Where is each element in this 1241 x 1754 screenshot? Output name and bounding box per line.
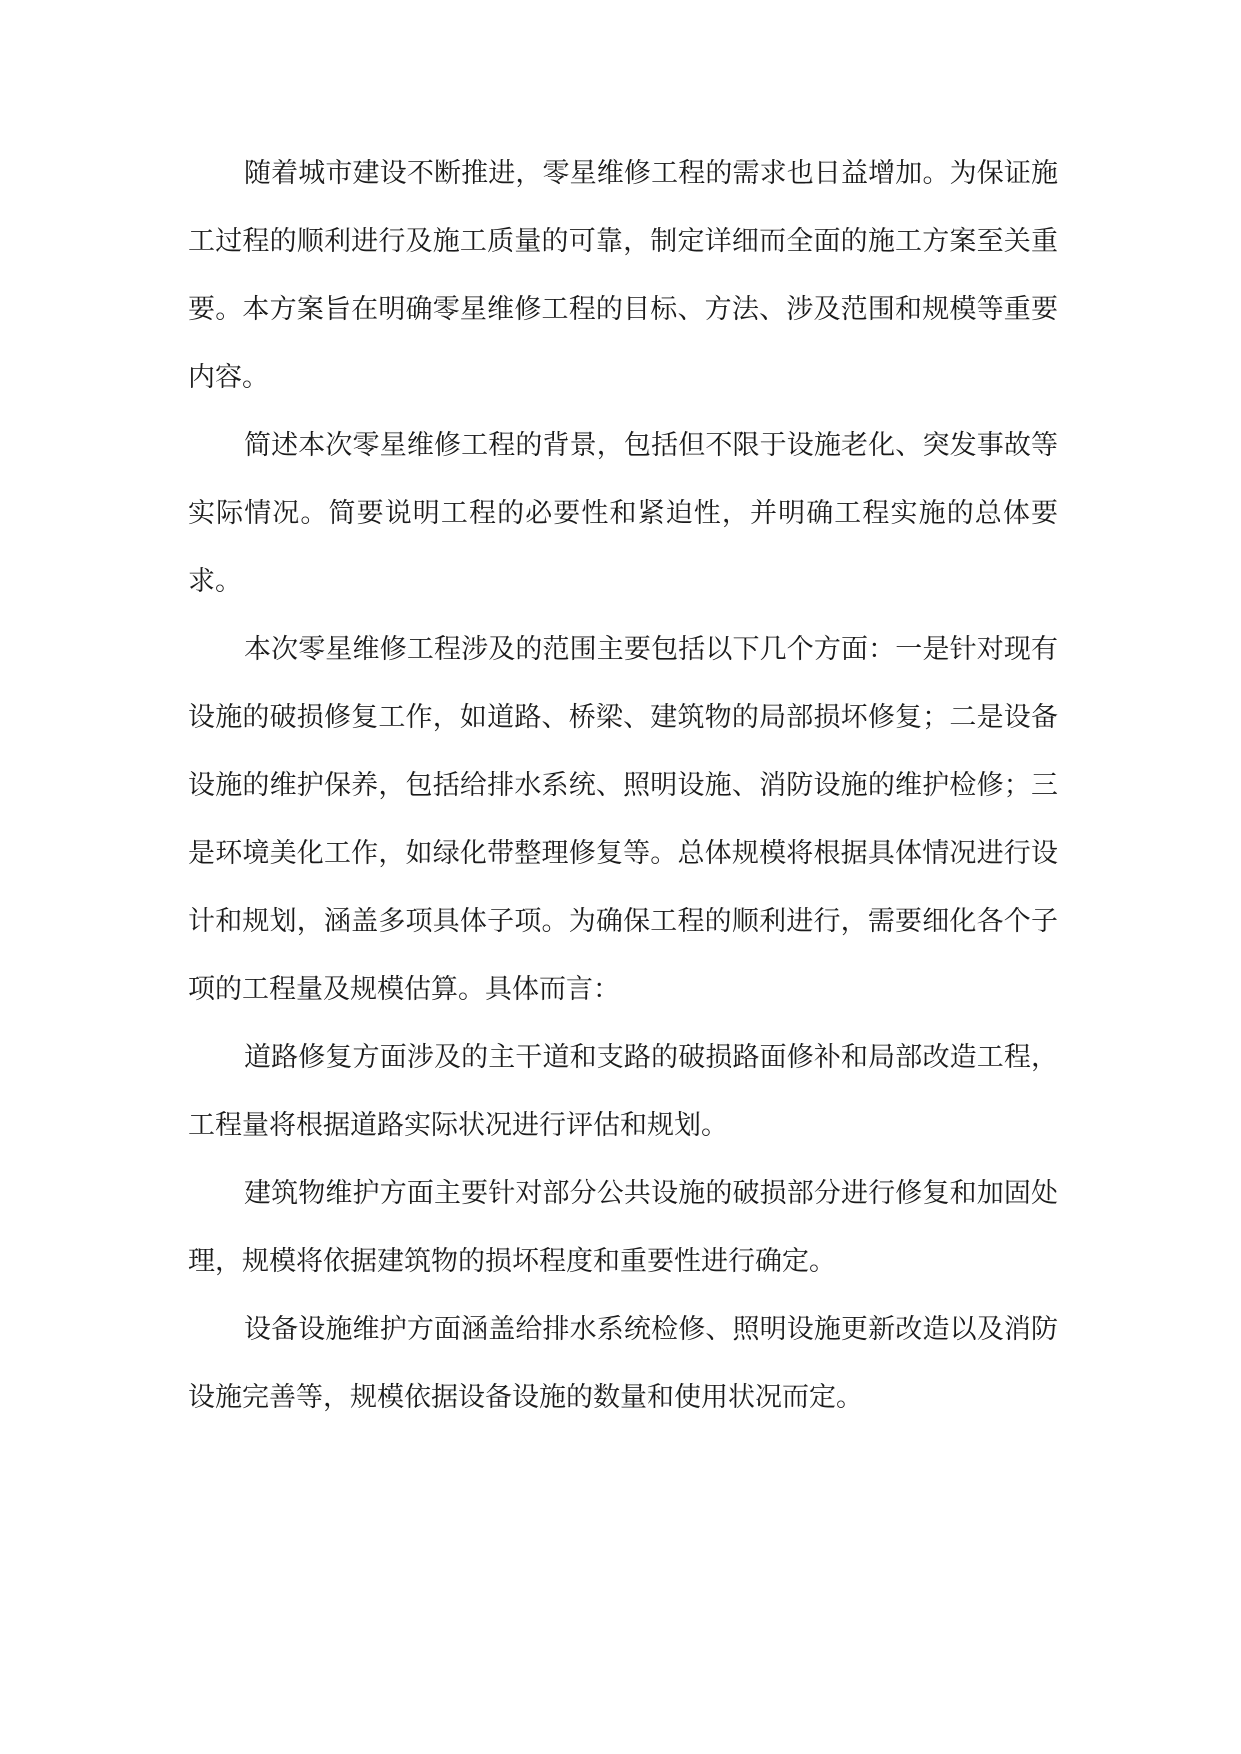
paragraph-background: 简述本次零星维修工程的背景，包括但不限于设施老化、突发事故等实际情况。简要说明工程的必要性和紧迫性，并明确工程实施的总体要求。 bbox=[188, 430, 1058, 597]
paragraph-road-repair: 道路修复方面涉及的主干道和支路的破损路面修补和局部改造工程，工程量将根据道路实际状况进行评估和规划。 bbox=[188, 1042, 1058, 1141]
paragraph-scope: 本次零星维修工程涉及的范围主要包括以下几个方面：一是针对现有设施的破损修复工作，如道路、桥梁、建筑物的局部损坏修复；二是设备设施的维护保养，包括给排水系统、照明设施、消防设施的维护检修；三是环境美化工作，如绿化带整理修复等。总体规模将根据具体情况进行设计和规划，涵盖多项具体子项。为确保工程的顺利进行，需要细化各个子项的工程量及规模估算。具体而言： bbox=[188, 634, 1058, 1005]
document-body bbox=[188, 140, 1058, 1432]
paragraph-building-maintenance: 建筑物维护方面主要针对部分公共设施的破损部分进行修复和加固处理，规模将依据建筑物的损坏程度和重要性进行确定。 bbox=[188, 1178, 1058, 1277]
paragraph-intro: 随着城市建设不断推进，零星维修工程的需求也日益增加。为保证施工过程的顺利进行及施工质量的可靠，制定详细而全面的施工方案至关重要。本方案旨在明确零星维修工程的目标、方法、涉及范围和规模等重要内容。 bbox=[188, 158, 1058, 393]
paragraph-equipment-maintenance: 设备设施维护方面涵盖给排水系统检修、照明设施更新改造以及消防设施完善等，规模依据设备设施的数量和使用状况而定。 bbox=[188, 1314, 1058, 1413]
